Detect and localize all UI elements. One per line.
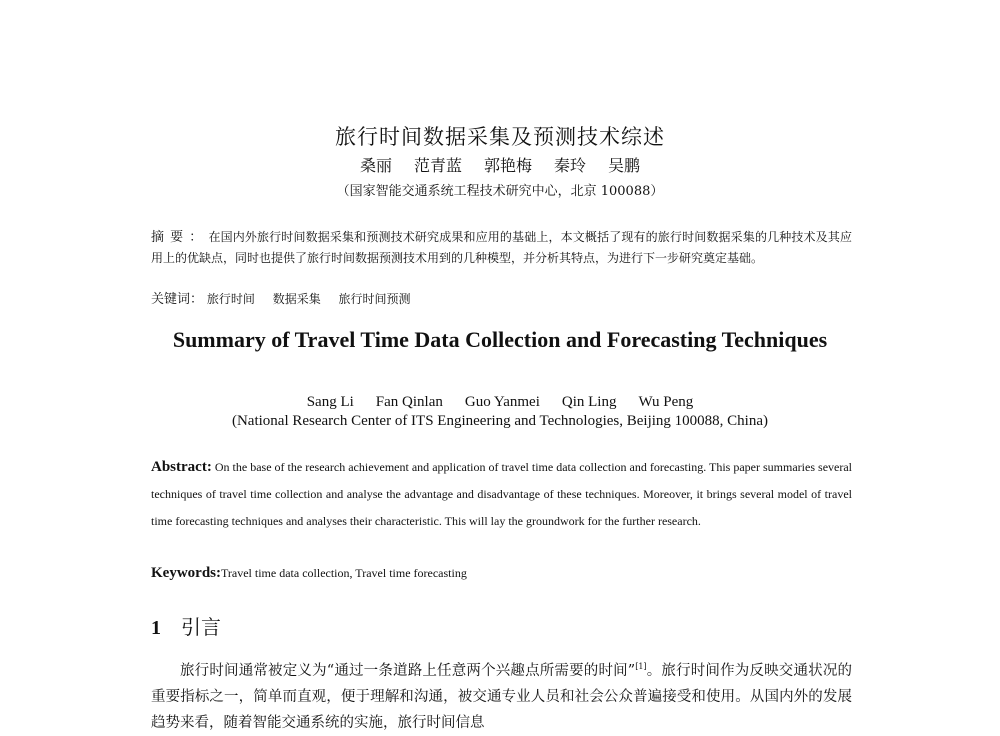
english-abstract-text: On the base of the research achievement and application of travel time data collection and forecasting. This paper summaries several techniques of travel time collection and analyse the advantage and disadvantage of these techniques. Moreover, it brings several model of travel time forecasting techniques and analyses their characteristic. This will lay the groundwork for the further research. — [151, 460, 852, 528]
chinese-keywords — [151, 288, 425, 307]
chinese-keyword: 旅行时间 — [206, 292, 255, 306]
english-author: Wu Peng — [638, 394, 694, 410]
chinese-author: 秦玲 — [554, 156, 587, 175]
chinese-author: 吴鹏 — [608, 156, 641, 175]
english-author: Qin Ling — [561, 394, 617, 410]
chinese-author: 郭艳梅 — [483, 156, 532, 175]
english-author-list — [0, 394, 1000, 411]
chinese-keyword: 旅行时间预测 — [338, 292, 411, 306]
english-keywords-text: Travel time data collection, Travel time forecasting — [221, 566, 467, 580]
english-author: Guo Yanmei — [464, 394, 540, 410]
section-body-paragraph — [151, 654, 852, 736]
chinese-author: 桑丽 — [359, 156, 392, 175]
chinese-author-list — [0, 153, 1000, 176]
english-author: Sang Li — [306, 394, 354, 410]
chinese-abstract-label: 摘要： — [151, 230, 209, 245]
section-number: 1 — [151, 617, 161, 639]
section-heading — [151, 611, 221, 640]
chinese-author: 范青蓝 — [413, 156, 462, 175]
english-affiliation: (National Research Center of ITS Engineering and Technologies, Beijing 100088, China) — [231, 413, 769, 429]
english-keywords-label: Keywords: — [151, 565, 221, 581]
chinese-keywords-label: 关键词： — [151, 292, 204, 307]
section-title: 引言 — [181, 615, 221, 639]
english-author: Fan Qinlan — [375, 394, 443, 410]
citation-reference[interactable]: [1] — [635, 662, 647, 671]
chinese-title: 旅行时间数据采集及预测技术综述 — [335, 125, 665, 149]
chinese-abstract-text: 在国内外旅行时间数据采集和预测技术研究成果和应用的基础上，本文概括了现有的旅行时间数据采集的几种技术及其应用上的优缺点，同时也提供了旅行时间数据预测技术用到的几种模型，并分析其特点，为进行下一步研究奠定基础。 — [151, 230, 852, 265]
paragraph-text-part: 旅行时间通常被定义为“通过一条道路上任意两个兴趣点所需要的时间” — [180, 662, 636, 679]
english-abstract-label: Abstract: — [151, 459, 212, 475]
chinese-abstract — [151, 227, 852, 268]
english-keywords — [151, 565, 467, 582]
chinese-affiliation: （国家智能交通系统工程技术研究中心，北京 100088） — [336, 184, 664, 199]
chinese-keyword: 数据采集 — [272, 292, 321, 306]
paragraph-text-part: 。旅行时间作为反映交通状况的重要指标之一，简单而直观，便于理解和沟通，被交通专业人员和社会公众普遍接受和使用。从国内外的发展趋势来看，随着智能交通系统的实施，旅行时间信息 — [151, 662, 852, 731]
english-title: Summary of Travel Time Data Collection and Forecasting Techniques — [172, 327, 828, 352]
english-abstract — [151, 454, 852, 535]
